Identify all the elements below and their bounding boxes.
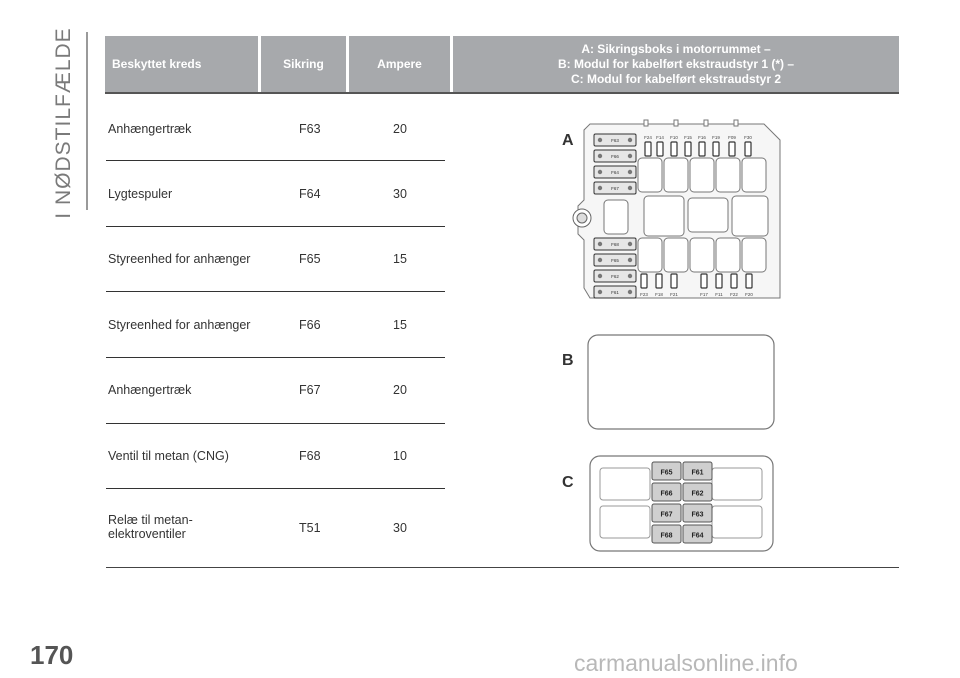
circuit-cell: Anhængertræk <box>108 383 192 397</box>
module-fuse-label: F65 <box>660 469 673 477</box>
blade-fuse <box>731 274 737 288</box>
blade-fuse <box>699 142 705 156</box>
module-c-diagram <box>588 454 776 554</box>
circuit-cell: Lygtespuler <box>108 187 173 201</box>
page-number: 170 <box>30 640 74 670</box>
circuit-cell: Anhængertræk <box>108 122 192 136</box>
fuse-label: F18 <box>655 292 663 297</box>
header-ampere: Ampere <box>349 36 450 92</box>
circuit-cell <box>108 513 193 541</box>
circuit-cell-line: elektroventiler <box>108 527 186 541</box>
section-title <box>48 26 80 219</box>
blade-fuse <box>685 142 691 156</box>
fuse-cell: F68 <box>299 449 321 463</box>
blade-fuse <box>716 274 722 288</box>
module-fuse-label: F62 <box>691 490 704 498</box>
module-fuse <box>652 462 681 480</box>
fuse-cell: F63 <box>299 122 321 136</box>
row-divider <box>106 423 445 424</box>
module-fuse <box>683 462 712 480</box>
fuse-cell: T51 <box>299 521 321 535</box>
ampere-cell: 20 <box>393 383 407 397</box>
diagram-b-letter: B <box>562 352 574 369</box>
maxi-fuse <box>594 182 636 194</box>
header-location <box>453 36 899 92</box>
maxi-fuse-label: F61 <box>611 290 619 295</box>
row-divider <box>106 160 445 161</box>
fuse-label: F11 <box>715 292 723 297</box>
fuse-label: F22 <box>730 292 738 297</box>
module-fuse <box>683 525 712 543</box>
module-fuse <box>652 483 681 501</box>
blade-fuse <box>641 274 647 288</box>
ampere-cell: 20 <box>393 122 407 136</box>
section-rule <box>86 32 88 210</box>
ampere-cell: 15 <box>393 252 407 266</box>
fuse-label: F30 <box>744 135 752 140</box>
header-circuit: Beskyttet kreds <box>105 36 258 92</box>
maxi-fuse-label: F68 <box>611 242 619 247</box>
module-fuse-label: F66 <box>660 490 673 498</box>
maxi-fuse <box>594 254 636 266</box>
module-fuse-label: F67 <box>660 511 673 519</box>
row-divider <box>106 488 445 489</box>
ampere-cell: 30 <box>393 187 407 201</box>
fuse-cell: F66 <box>299 318 321 332</box>
module-fuse-label: F68 <box>660 532 673 540</box>
fuse-label: F15 <box>684 135 692 140</box>
maxi-fuse-label: F64 <box>611 170 619 175</box>
row-divider <box>106 291 445 292</box>
fuse-label: F19 <box>712 135 720 140</box>
module-fuse <box>652 504 681 522</box>
blade-fuse <box>657 142 663 156</box>
maxi-fuse-label: F65 <box>611 258 619 263</box>
section-title-text: I NØDSTILFÆLDE <box>52 26 75 219</box>
module-b-diagram <box>586 333 776 433</box>
fuse-label: F24 <box>644 135 652 140</box>
blade-fuse <box>729 142 735 156</box>
header-fuse: Sikring <box>261 36 346 92</box>
table-bottom-rule <box>106 567 899 568</box>
fuse-label: F16 <box>698 135 706 140</box>
header-location-line: A: Sikringsboks i motorrummet – <box>581 41 771 56</box>
header-underline <box>105 92 899 94</box>
module-fuse-label: F64 <box>691 532 704 540</box>
maxi-fuse <box>594 238 636 250</box>
fuse-label: F23 <box>640 292 648 297</box>
watermark: carmanualsonline.info <box>574 650 798 676</box>
circuit-cell: Styreenhed for anhænger <box>108 318 251 332</box>
row-divider <box>106 226 445 227</box>
maxi-fuse <box>594 166 636 178</box>
fuse-label: F10 <box>670 135 678 140</box>
blade-fuse <box>701 274 707 288</box>
circuit-cell: Styreenhed for anhænger <box>108 252 251 266</box>
maxi-fuse-label: F63 <box>611 138 619 143</box>
blade-fuse <box>671 274 677 288</box>
blade-fuse <box>656 274 662 288</box>
blade-fuse <box>746 274 752 288</box>
header-location-line: C: Modul for kabelført ekstraudstyr 2 <box>570 71 782 86</box>
diagram-a-letter: A <box>562 132 574 149</box>
row-divider <box>106 357 445 358</box>
module-fuse <box>683 483 712 501</box>
ampere-cell: 15 <box>393 318 407 332</box>
diagram-c-letter: C <box>562 474 574 491</box>
maxi-fuse-label: F67 <box>611 186 619 191</box>
fusebox-a-diagram <box>564 110 788 310</box>
circuit-cell: Ventil til metan (CNG) <box>108 449 229 463</box>
maxi-fuse-label: F62 <box>611 274 619 279</box>
fuse-cell: F65 <box>299 252 321 266</box>
fuse-cell: F67 <box>299 383 321 397</box>
blade-fuse <box>713 142 719 156</box>
circuit-cell-line: Relæ til metan- <box>108 513 193 527</box>
fuse-cell: F64 <box>299 187 321 201</box>
blade-fuse <box>645 142 651 156</box>
fuse-label: F09 <box>728 135 736 140</box>
maxi-fuse <box>594 270 636 282</box>
blade-fuse <box>745 142 751 156</box>
fuse-label: F21 <box>670 292 678 297</box>
maxi-fuse-label: F66 <box>611 154 619 159</box>
maxi-fuse <box>594 286 636 298</box>
blade-fuse <box>671 142 677 156</box>
module-fuse <box>683 504 712 522</box>
header-location-line: B: Modul for kabelført ekstraudstyr 1 (*) – <box>557 56 795 71</box>
maxi-fuse <box>594 134 636 146</box>
fuse-label: F14 <box>656 135 664 140</box>
fuse-label: F17 <box>700 292 708 297</box>
maxi-fuse <box>594 150 636 162</box>
ampere-cell: 10 <box>393 449 407 463</box>
ampere-cell: 30 <box>393 521 407 535</box>
fuse-label: F20 <box>745 292 753 297</box>
module-fuse-label: F63 <box>691 511 704 519</box>
module-fuse-label: F61 <box>691 469 704 477</box>
module-fuse <box>652 525 681 543</box>
